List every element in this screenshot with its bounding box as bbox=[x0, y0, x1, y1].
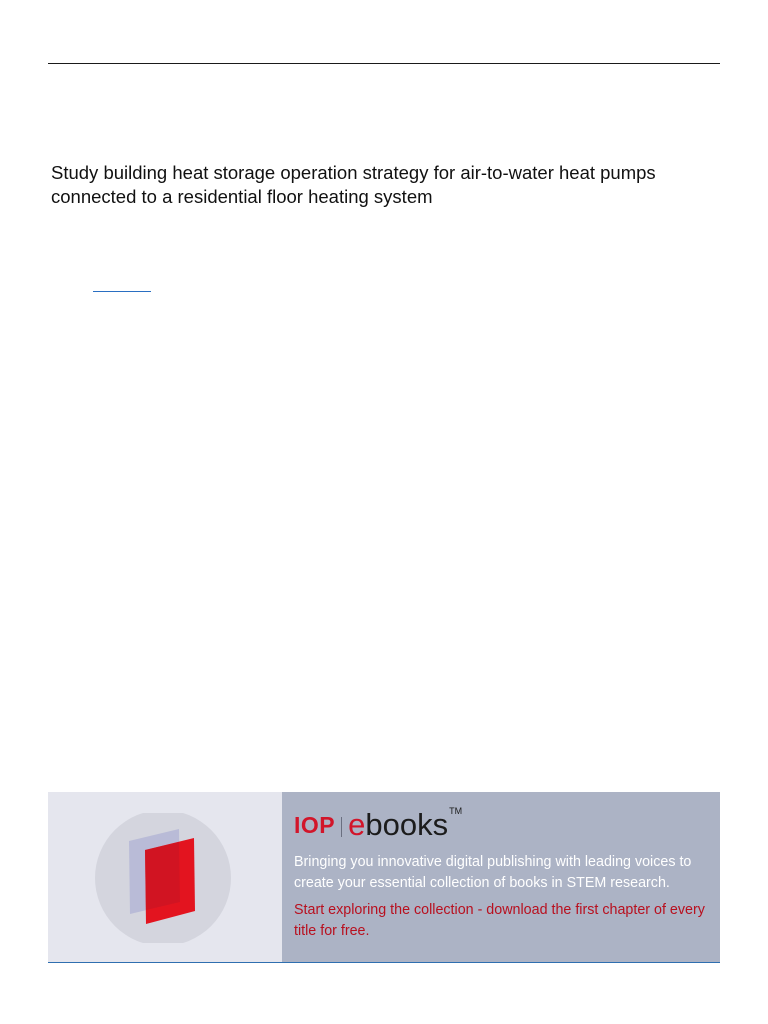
book-emblem-icon bbox=[94, 813, 232, 943]
banner-text-panel bbox=[282, 792, 720, 962]
banner-call-to-action[interactable]: Start exploring the collection - download the first chapter of every title for free. bbox=[294, 902, 705, 939]
logo-trademark: TM bbox=[449, 806, 463, 816]
banner-bottom-divider bbox=[48, 962, 720, 963]
author-link-underline[interactable] bbox=[93, 291, 151, 292]
article-title[interactable]: Study building heat storage operation strategy for air-to-water heat pumps connected to a residential floor heating system bbox=[51, 162, 656, 207]
logo-separator bbox=[341, 817, 342, 837]
iop-ebooks-banner[interactable] bbox=[48, 792, 720, 962]
logo-e-letter: e bbox=[348, 807, 366, 842]
logo-iop-text: IOP bbox=[294, 812, 336, 838]
header-divider bbox=[48, 63, 720, 64]
iop-ebooks-logo bbox=[294, 804, 462, 840]
banner-tagline: Bringing you innovative digital publishing with leading voices to create your essential collection of books in STEM research. bbox=[294, 854, 692, 891]
logo-books-text: books bbox=[365, 807, 449, 842]
